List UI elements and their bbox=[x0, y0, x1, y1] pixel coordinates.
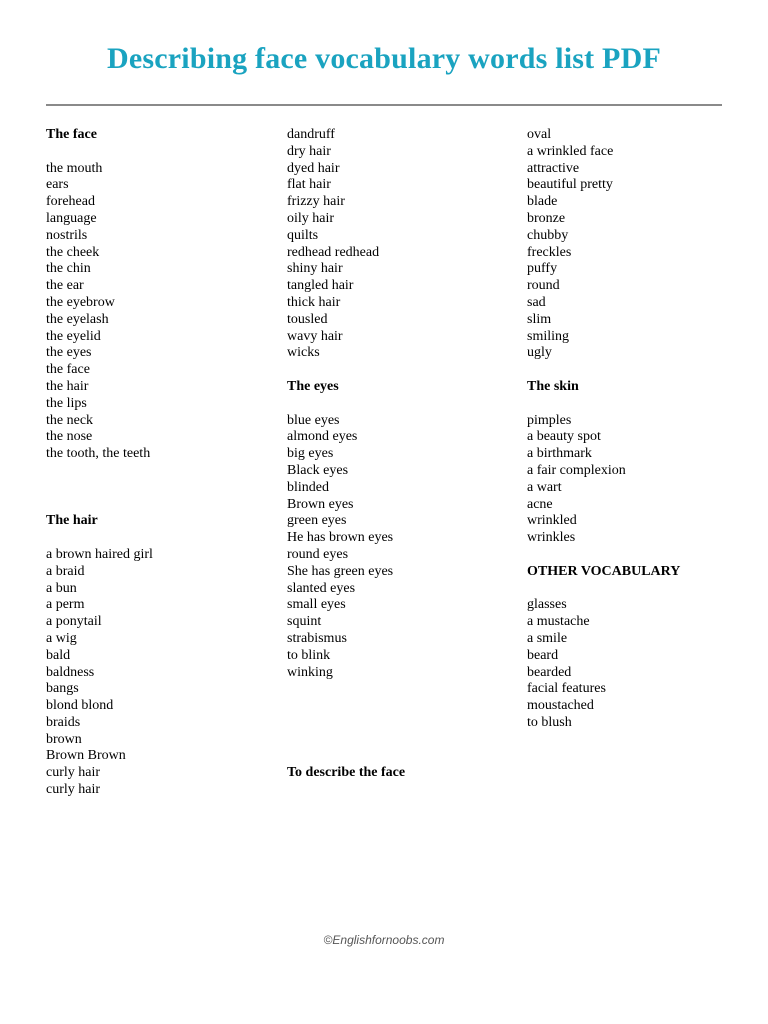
word-item: slanted eyes bbox=[287, 580, 356, 596]
word-item: She has green eyes bbox=[287, 563, 394, 579]
word-item: bald bbox=[46, 647, 71, 663]
title-divider bbox=[46, 104, 722, 106]
word-item: a wrinkled face bbox=[527, 143, 614, 159]
word-item: attractive bbox=[527, 160, 580, 176]
word-item: smiling bbox=[527, 328, 570, 344]
word-item: round eyes bbox=[287, 546, 349, 562]
word-item: strabismus bbox=[287, 630, 347, 646]
word-item: Brown Brown bbox=[46, 748, 126, 764]
word-item: bearded bbox=[527, 664, 572, 680]
word-item: moustached bbox=[527, 698, 594, 714]
word-item: language bbox=[46, 210, 97, 226]
word-item: bangs bbox=[46, 681, 79, 697]
word-item: beard bbox=[527, 647, 559, 663]
word-item: sad bbox=[527, 294, 546, 310]
word-item: round bbox=[527, 278, 560, 294]
word-item: facial features bbox=[527, 681, 606, 697]
word-item: the eyes bbox=[46, 345, 92, 361]
word-item: a brown haired girl bbox=[46, 546, 153, 562]
word-item: quilts bbox=[287, 227, 319, 243]
word-item: the chin bbox=[46, 261, 91, 277]
word-item: tousled bbox=[287, 311, 328, 327]
section-heading-skin: The skin bbox=[527, 378, 579, 394]
section-heading-eyes: The eyes bbox=[287, 378, 339, 394]
word-item: baldness bbox=[46, 664, 95, 680]
column-1 bbox=[46, 127, 153, 799]
word-item: glasses bbox=[527, 597, 567, 613]
word-item: a mustache bbox=[527, 614, 590, 630]
word-item: to blink bbox=[287, 647, 331, 663]
word-item: dry hair bbox=[287, 143, 331, 159]
word-item: the face bbox=[46, 362, 90, 378]
word-item: small eyes bbox=[287, 597, 346, 613]
column-3 bbox=[527, 127, 680, 732]
word-item: a braid bbox=[46, 563, 85, 579]
word-item: the lips bbox=[46, 395, 87, 411]
word-item: Brown eyes bbox=[287, 496, 354, 512]
word-item: freckles bbox=[527, 244, 572, 260]
word-item: ears bbox=[46, 177, 69, 193]
word-item: brown bbox=[46, 731, 82, 747]
word-item: blinded bbox=[287, 479, 329, 495]
section-heading-other-vocabulary: OTHER VOCABULARY bbox=[527, 563, 681, 579]
word-item: dandruff bbox=[287, 127, 335, 142]
word-item: chubby bbox=[527, 227, 569, 243]
word-item: frizzy hair bbox=[287, 194, 345, 210]
word-item: almond eyes bbox=[287, 429, 358, 445]
word-item: bronze bbox=[527, 210, 566, 226]
section-heading-describe-face: To describe the face bbox=[287, 765, 406, 781]
word-item: green eyes bbox=[287, 513, 347, 529]
word-item: a beauty spot bbox=[527, 429, 601, 445]
word-item: forehead bbox=[46, 194, 95, 210]
word-item: shiny hair bbox=[287, 261, 343, 277]
word-list-skin bbox=[527, 413, 680, 547]
section-heading-hair: The hair bbox=[46, 513, 98, 529]
word-item: the ear bbox=[46, 278, 84, 294]
word-item: the hair bbox=[46, 378, 89, 394]
word-item: braids bbox=[46, 714, 81, 730]
word-item: the tooth, the teeth bbox=[46, 446, 151, 462]
word-item: the neck bbox=[46, 412, 94, 428]
word-item: slim bbox=[527, 311, 552, 327]
word-item: beautiful pretty bbox=[527, 177, 613, 193]
word-item: the mouth bbox=[46, 160, 103, 176]
section-heading-face: The face bbox=[46, 127, 97, 142]
word-list-hair bbox=[46, 547, 153, 799]
word-item: winking bbox=[287, 664, 333, 680]
word-list-hair-continued bbox=[287, 127, 405, 362]
word-item: blade bbox=[527, 194, 558, 210]
word-item: a ponytail bbox=[46, 614, 102, 630]
word-item: big eyes bbox=[287, 446, 334, 462]
word-item: nostrils bbox=[46, 227, 88, 243]
word-item: puffy bbox=[527, 261, 558, 277]
word-item: dyed hair bbox=[287, 160, 340, 176]
word-item: oval bbox=[527, 127, 552, 142]
word-item: the eyelid bbox=[46, 328, 101, 344]
column-2 bbox=[287, 127, 405, 782]
word-item: to blush bbox=[527, 714, 572, 730]
word-item: ugly bbox=[527, 345, 552, 361]
word-item: curly hair bbox=[46, 765, 101, 781]
word-item: the eyebrow bbox=[46, 294, 115, 310]
word-item: a smile bbox=[527, 630, 568, 646]
word-item: He has brown eyes bbox=[287, 530, 394, 546]
page-title: Describing face vocabulary words list PDF bbox=[107, 42, 661, 75]
word-item: wicks bbox=[287, 345, 320, 361]
word-list-face bbox=[46, 161, 153, 463]
word-item: the nose bbox=[46, 429, 93, 445]
word-list-eyes bbox=[287, 413, 405, 682]
word-item: a wig bbox=[46, 630, 77, 646]
word-list-other-vocabulary bbox=[527, 597, 680, 731]
word-item: a bun bbox=[46, 580, 77, 596]
word-item: squint bbox=[287, 614, 322, 630]
word-item: pimples bbox=[527, 412, 572, 428]
word-item: blue eyes bbox=[287, 412, 340, 428]
word-item: wrinkled bbox=[527, 513, 577, 529]
word-item: the eyelash bbox=[46, 311, 109, 327]
word-item: oily hair bbox=[287, 210, 335, 226]
word-item: Black eyes bbox=[287, 462, 349, 478]
word-item: flat hair bbox=[287, 177, 331, 193]
word-item: thick hair bbox=[287, 294, 341, 310]
word-item: curly hair bbox=[46, 782, 101, 798]
word-item: wrinkles bbox=[527, 530, 576, 546]
word-item: a wart bbox=[527, 479, 562, 495]
word-list-describe-face bbox=[527, 127, 680, 362]
word-item: wavy hair bbox=[287, 328, 343, 344]
word-item: acne bbox=[527, 496, 553, 512]
word-item: a birthmark bbox=[527, 446, 592, 462]
word-item: a perm bbox=[46, 597, 85, 613]
word-item: the cheek bbox=[46, 244, 100, 260]
word-item: tangled hair bbox=[287, 278, 354, 294]
word-item: blond blond bbox=[46, 698, 114, 714]
word-item: redhead redhead bbox=[287, 244, 380, 260]
word-item: a fair complexion bbox=[527, 462, 626, 478]
copyright-footer: ©Englishfornoobs.com bbox=[323, 933, 445, 947]
